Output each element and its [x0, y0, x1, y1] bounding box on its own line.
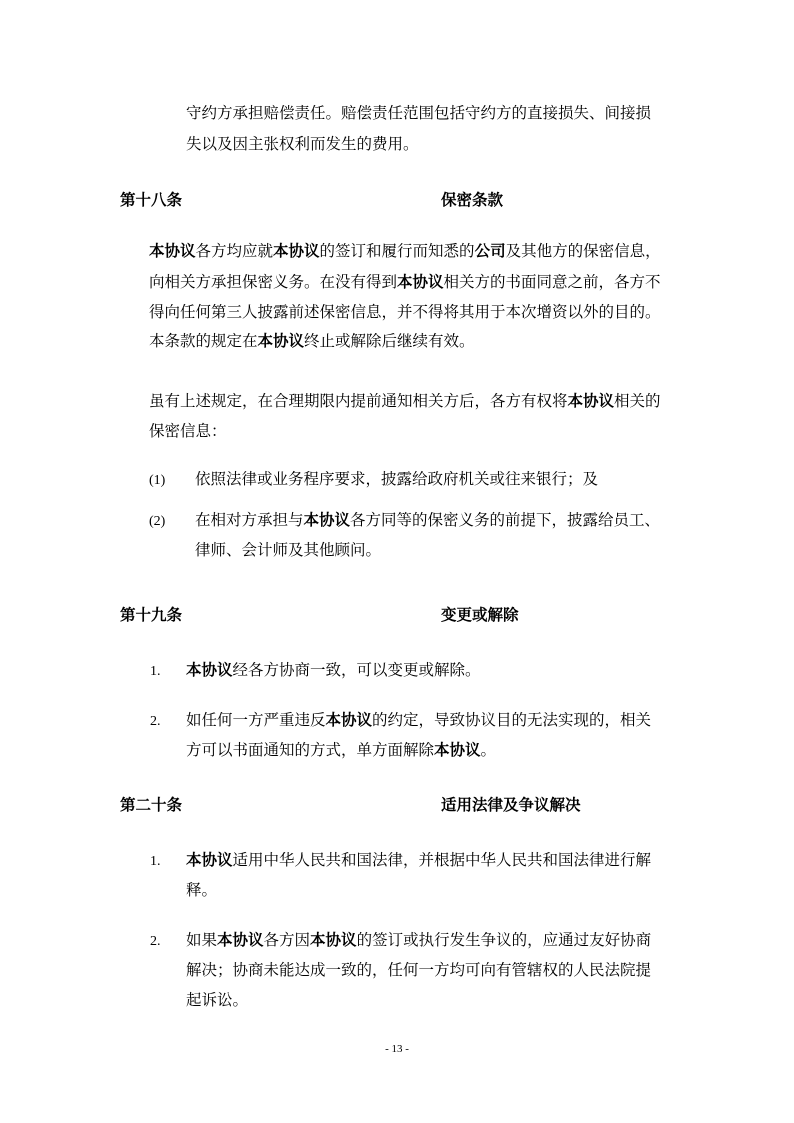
- list-marker: 2.: [150, 714, 161, 729]
- paragraph-line: 虽有上述规定，在合理期限内提前通知相关方后，各方有权将本协议相关的: [149, 392, 661, 410]
- article-19-title: 变更或解除: [441, 606, 519, 624]
- bold-term: 本协议: [273, 242, 320, 260]
- list-marker: 1.: [150, 854, 161, 869]
- bold-term: 本协议: [149, 242, 196, 260]
- list-item-text: 律师、会计师及其他顾问。: [195, 541, 382, 559]
- list-marker: (1): [149, 473, 166, 488]
- paragraph-line: 保密信息：: [149, 422, 227, 440]
- list-item-text: 起诉讼。: [186, 991, 249, 1009]
- paragraph-line: 本条款的规定在本协议终止或解除后继续有效。: [149, 332, 475, 350]
- list-item-text: 如任何一方严重违反本协议的约定，导致协议目的无法实现的，相关: [186, 711, 652, 729]
- body-line: 守约方承担赔偿责任。赔偿责任范围包括守约方的直接损失、间接损: [186, 104, 652, 122]
- paragraph-line: 得向任何第三人披露前述保密信息，并不得将其用于本次增资以外的目的。: [149, 303, 661, 321]
- paragraph-line: 本协议各方均应就本协议的签订和履行而知悉的公司及其他方的保密信息，: [149, 242, 661, 260]
- article-18-number: 第十八条: [120, 191, 183, 209]
- bold-term: 本协议: [257, 332, 305, 350]
- article-19-number: 第十九条: [120, 606, 183, 624]
- bold-term: 本协议: [186, 661, 233, 679]
- list-marker: 2.: [150, 934, 161, 949]
- bold-term: 本协议: [434, 741, 481, 759]
- bold-term: 本协议: [310, 931, 357, 949]
- list-item-text: 释。: [186, 881, 218, 899]
- bold-term: 本协议: [325, 711, 373, 729]
- article-18-title: 保密条款: [441, 191, 504, 209]
- bold-term: 本协议: [397, 273, 444, 291]
- bold-term: 公司: [474, 242, 506, 260]
- list-item-text: 本协议适用中华人民共和国法律，并根据中华人民共和国法律进行解: [186, 851, 652, 869]
- list-item-text: 本协议经各方协商一致，可以变更或解除。: [186, 661, 481, 679]
- bold-term: 本协议: [186, 851, 233, 869]
- list-item-text: 方可以书面通知的方式，单方面解除本协议。: [186, 741, 497, 759]
- article-20-number: 第二十条: [120, 796, 183, 814]
- bold-term: 本协议: [217, 931, 264, 949]
- bold-term: 本协议: [567, 392, 615, 410]
- body-line: 失以及因主张权利而发生的费用。: [186, 135, 419, 153]
- list-item-text: 在相对方承担与本协议各方同等的保密义务的前提下，披露给员工、: [195, 511, 661, 529]
- list-item-text: 解决；协商未能达成一致的，任何一方均可向有管辖权的人民法院提: [186, 961, 652, 979]
- list-marker: (2): [149, 514, 166, 529]
- bold-term: 本协议: [303, 511, 351, 529]
- paragraph-line: 向相关方承担保密义务。在没有得到本协议相关方的书面同意之前，各方不: [149, 273, 661, 291]
- article-20-title: 适用法律及争议解决: [441, 796, 581, 814]
- list-marker: 1.: [150, 664, 161, 679]
- list-item-text: 依照法律或业务程序要求，披露给政府机关或往来银行；及: [195, 470, 599, 488]
- list-item-text: 如果本协议各方因本协议的签订或执行发生争议的，应通过友好协商: [186, 931, 652, 949]
- page-number: - 13 -: [385, 1043, 409, 1055]
